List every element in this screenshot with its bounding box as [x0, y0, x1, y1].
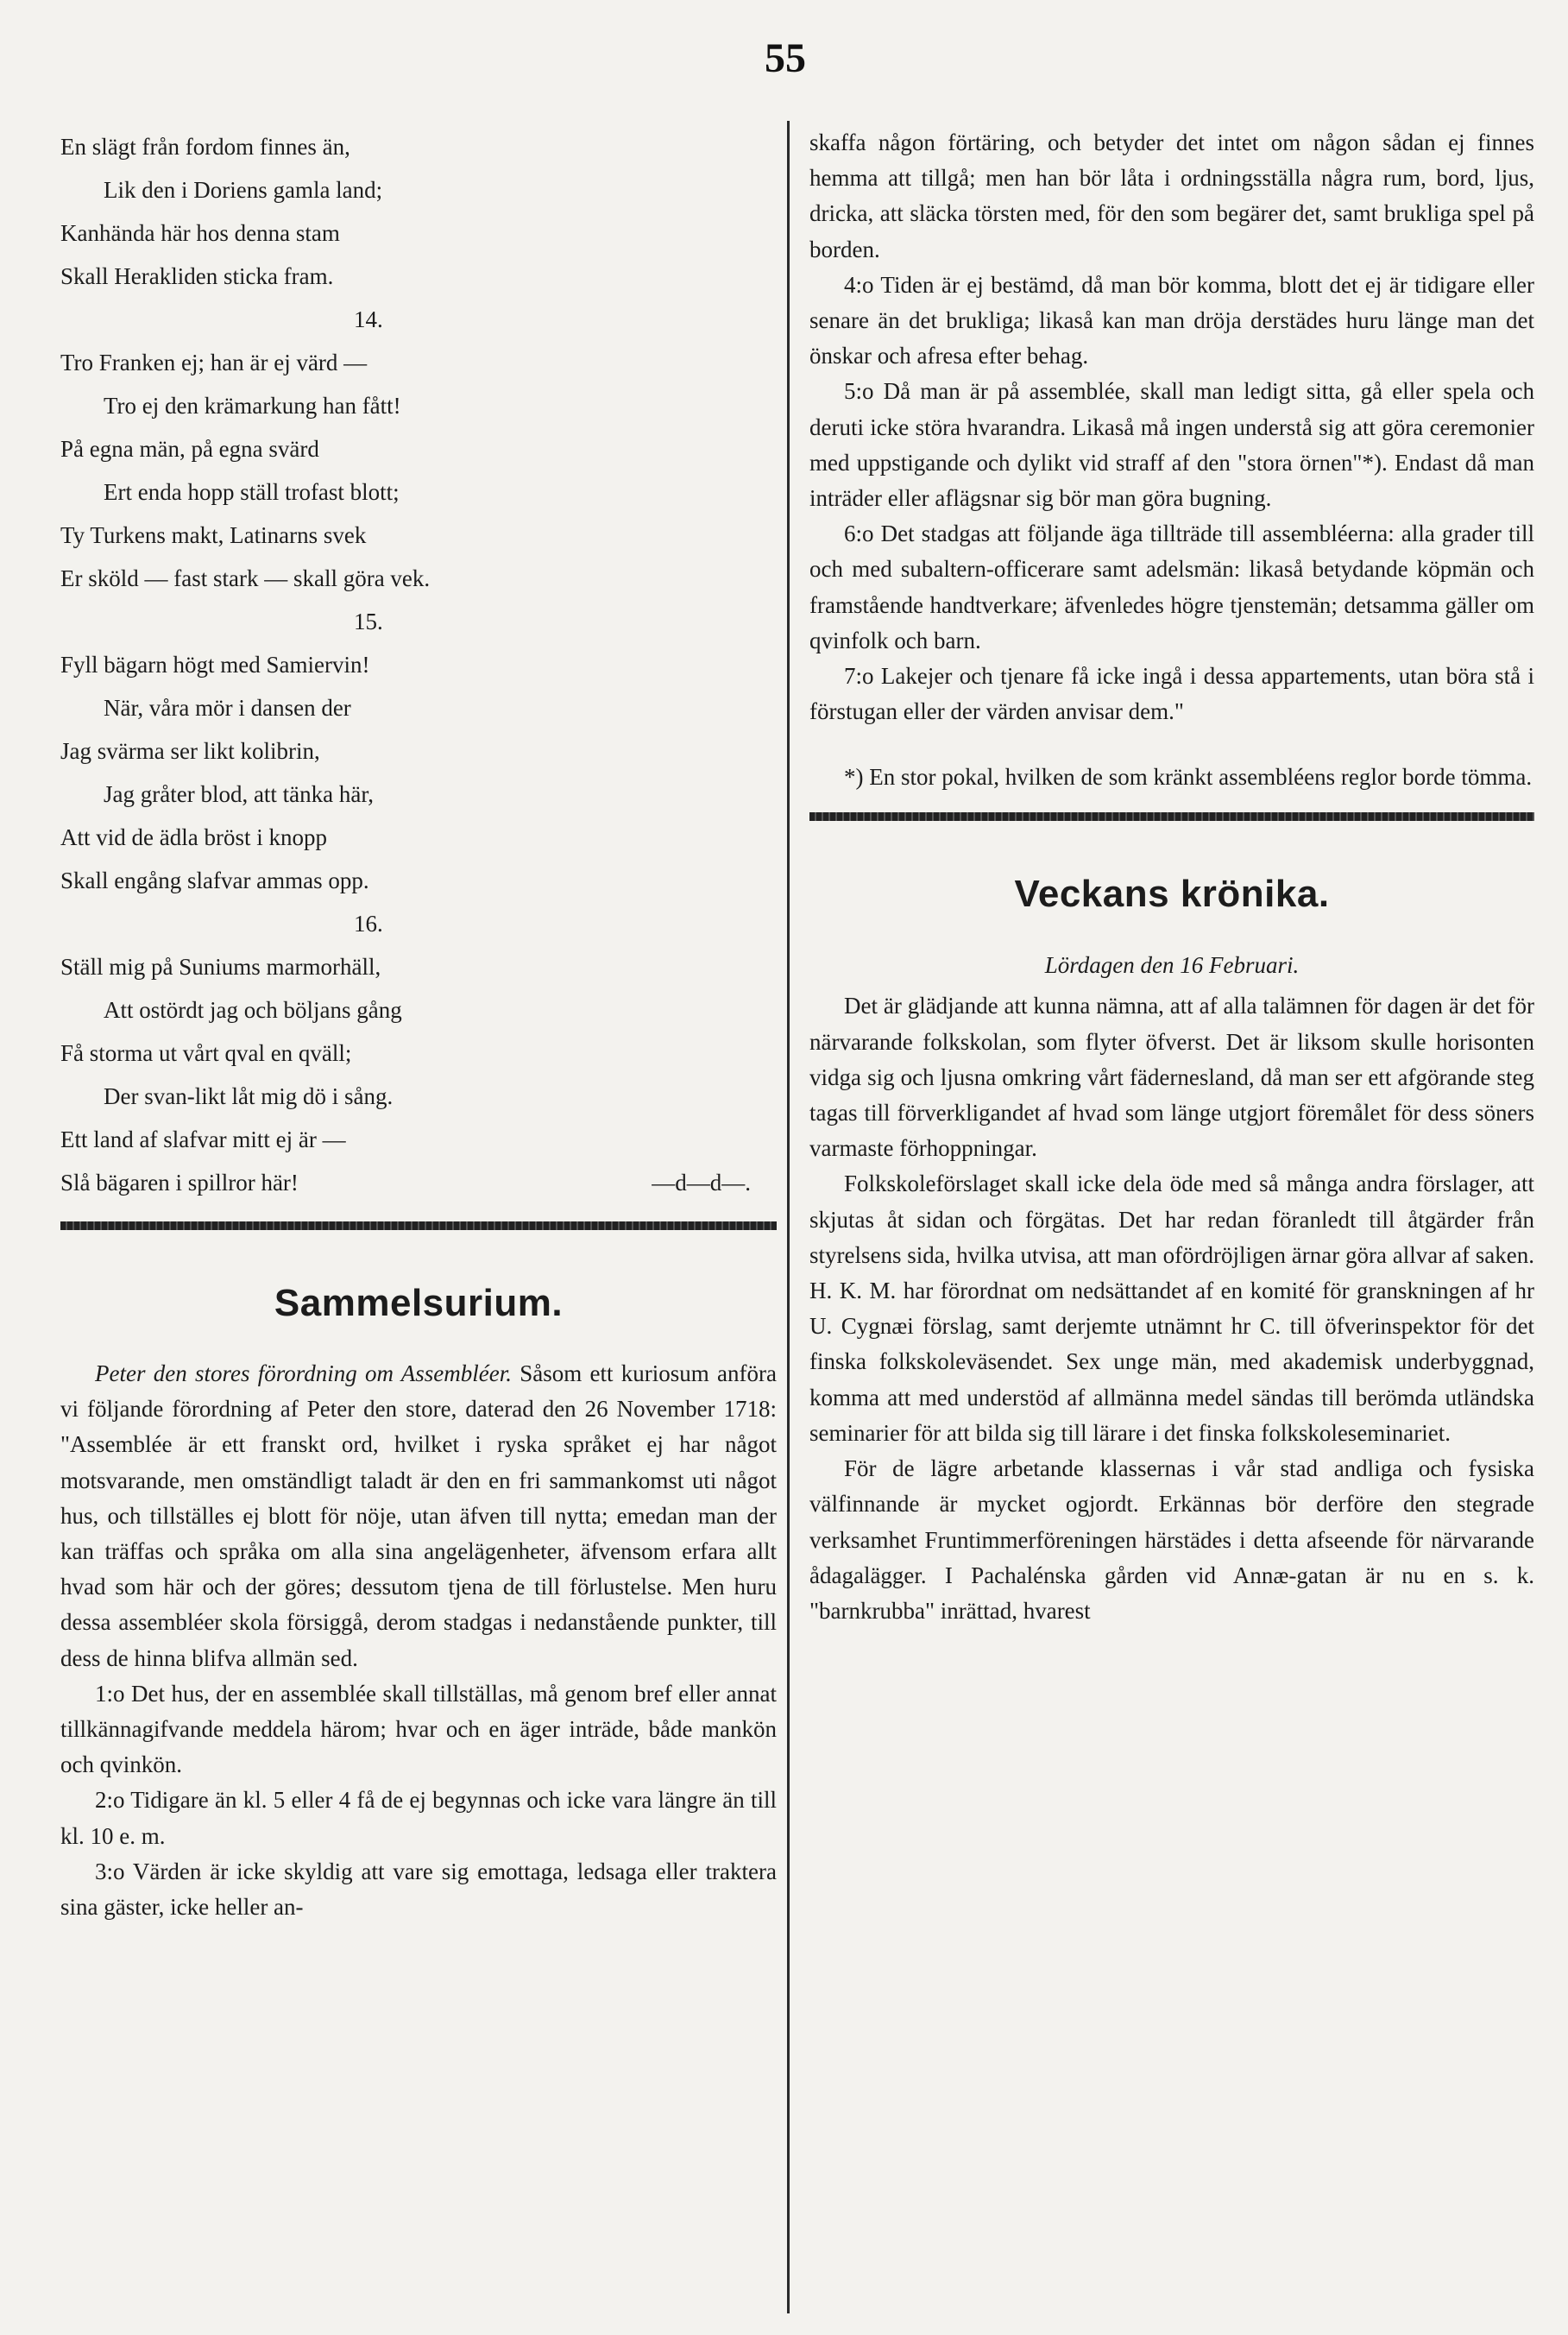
rule-paragraph: 5:o Då man är på assemblée, skall man ledigt sitta, gå eller spela och deruti icke störa hvarandra. Likaså må ingen understå sig att göra ceremonier med uppstigande och dylikt vid straff af den "stora örnen"*). Endast då man inträder eller aflägsnar sig bör man göra bugning.	[809, 378, 1534, 512]
poem-line: Tro Franken ej; han är ej värd —	[60, 350, 368, 375]
rule-paragraph: skaffa någon förtäring, och betyder det intet om någon sådan ej finnes hemma att tillgå; men han bör låta i ordningsställa några rum, bord, ljus, dricka, att släcka törsten med, för den som begärer det, samt brukliga spel på borden.	[809, 129, 1534, 262]
poem-line: Tro ej den krämarkung han fått!	[104, 393, 401, 419]
chronicle-paragraph: För de lägre arbetande klassernas i vår stad andliga och fysiska välfinnande är mycket ogjordt. Erkännas bör derföre den stegrade verksamhet Fruntimmerföreningen härstädes i detta afseende för närvarande ådagalägger. I Pachalénska gården vid Annæ-gatan är nu en s. k. "barnkrubba" inrättad, hvarest	[809, 1455, 1534, 1624]
page-number: 55	[765, 35, 806, 81]
poem-line: Slå bägaren i spillror här!	[60, 1170, 299, 1196]
poem-line: Få storma ut vårt qval en qväll;	[60, 1040, 352, 1066]
poem-line: Ett land af slafvar mitt ej är —	[60, 1126, 346, 1152]
sammelsurium-intro	[60, 1356, 777, 1676]
poem-line: Jag gråter blod, att tänka här,	[104, 781, 375, 807]
paragraph-text: Såsom ett kuriosum anföra vi följande förordning af Peter den store, daterad den 26 November 1718: "Assemblée är ett franskt ord, hvilket i ryska språket ej har något motsvarande, men omständligt taladt är den en fri sammankomst uti något hus, och tillställes ej blott för nöje, utan äfven till nytta; emedan man der kan träffas och språka om alla sina angelägenheter, äfvensom erfara allt hvad som här och der göres; dessutom tjena de till förlustelse. Men huru dessa assembléer skola försiggå, derom stadgas i nedanstående punkter, till dess de hinna blifva allmän sed.	[60, 1360, 777, 1671]
poem-line: Lik den i Doriens gamla land;	[104, 177, 383, 203]
poem-line: Att ostördt jag och böljans gång	[104, 997, 402, 1023]
rule-paragraph: 6:o Det stadgas att följande äga tillträde till assembléerna: alla grader till och med subaltern-officerare samt adelsmän: likaså betydande köpmän och framstående handtverkare; äfvenledes högre tjenstemän; detsamma gäller om qvinfolk och barn.	[809, 521, 1534, 653]
poem-line: Er sköld — fast stark — skall göra vek.	[60, 565, 431, 591]
column-divider	[787, 121, 790, 2313]
poem-line: Der svan-likt låt mig dö i sång.	[104, 1083, 394, 1109]
rule-paragraph: 7:o Lakejer och tjenare få icke ingå i dessa appartements, utan böra stå i förstugan eller der värden anvisar dem."	[809, 663, 1534, 725]
poem-signature: —d—d—.	[652, 1170, 751, 1196]
poem	[60, 125, 777, 1204]
stanza-number: 14.	[354, 306, 383, 332]
section-title-chronicle: Veckans krönika.	[1014, 873, 1330, 916]
stanza-number: 16.	[354, 911, 383, 937]
poem-line: Ert enda hopp ställ trofast blott;	[104, 479, 400, 505]
poem-line: Att vid de ädla bröst i knopp	[60, 824, 327, 850]
poem-line: När, våra mör i dansen der	[104, 695, 351, 721]
poem-line: Jag svärma ser likt kolibrin,	[60, 738, 320, 764]
section-rule	[809, 812, 1534, 821]
poem-line: Ställ mig på Suniums marmorhäll,	[60, 954, 381, 980]
chronicle-paragraph: Det är glädjande att kunna nämna, att af alla talämnen för dagen är det för närvarande folkskolan, som flyter öfverst. Det är liksom skulle horisonten vidga sig och ljusna omkring vårt fädernesland, då man ser ett afgörande steg tagas till förverkligandet af hvad som länge utgjort föremålet för dess söners varmaste förhoppningar.	[809, 993, 1534, 1162]
sammelsurium-lead: Peter den stores förordning om Assembléer.	[95, 1360, 512, 1386]
chronicle-dateline: Lördagen den 16 Februari.	[1044, 952, 1300, 979]
poem-line: Kanhända här hos denna stam	[60, 220, 340, 246]
poem-line: Fyll bägarn högt med Samiervin!	[60, 652, 370, 678]
rule-paragraph: 2:o Tidigare än kl. 5 eller 4 få de ej begynnas och icke vara längre än till kl. 10 e. m.	[60, 1787, 777, 1849]
left-column	[60, 125, 777, 1925]
poem-line: Skall engång slafvar ammas opp.	[60, 868, 369, 893]
footnote: *) En stor pokal, hvilken de som kränkt assembléens reglor borde tömma.	[844, 764, 1533, 791]
right-column	[809, 125, 1534, 1629]
poem-line: Ty Turkens makt, Latinarns svek	[60, 522, 367, 548]
stanza-number: 15.	[354, 609, 383, 634]
poem-stanza-15	[60, 643, 777, 902]
rule-paragraph: 4:o Tiden är ej bestämd, då man bör komma, blott det ej är tidigare eller senare än det brukliga; likaså kan man dröja derstädes huru länge man det önskar och afresa efter behag.	[809, 271, 1534, 369]
section-rule	[60, 1221, 777, 1230]
poem-stanza-14	[60, 341, 777, 600]
section-title-sammelsurium: Sammelsurium.	[274, 1282, 564, 1324]
poem-line: Skall Herakliden sticka fram.	[60, 263, 334, 289]
poem-line: På egna män, på egna svärd	[60, 436, 319, 462]
rule-paragraph: 1:o Det hus, der en assemblée skall tillställas, må genom bref eller annat tillkännagifvande meddela härom; hvar och en äger inträde, både mankön och qvinkön.	[60, 1680, 777, 1778]
rule-paragraph: 3:o Värden är icke skyldig att vare sig emottaga, ledsaga eller traktera sina gäster, icke heller an-	[60, 1858, 777, 1921]
poem-stanza-13	[60, 125, 777, 298]
chronicle-paragraph: Folkskoleförslaget skall icke dela öde med så många andra förslager, att skjutas åt sidan och förgätas. Det har redan föranledt till åtgärder från styrelsens sida, hvilka utvisa, att man ofördröjligen ärnar göra allvar af saken. H. K. M. har förordnat om nedsättandet af en komité för granskningen af hr U. Cygnæi förslag, samt derjemte utnämnt hr C. till öfverinspektor för det finska folkskoleväsendet. Sex unge män, med akademisk underbyggnad, komma att med understöd af allmänna medel sändas till berömda utländska seminarier för att bilda sig till lärare i det finska folkskoleseminariet.	[809, 1171, 1534, 1446]
poem-line: En slägt från fordom finnes än,	[60, 134, 350, 160]
